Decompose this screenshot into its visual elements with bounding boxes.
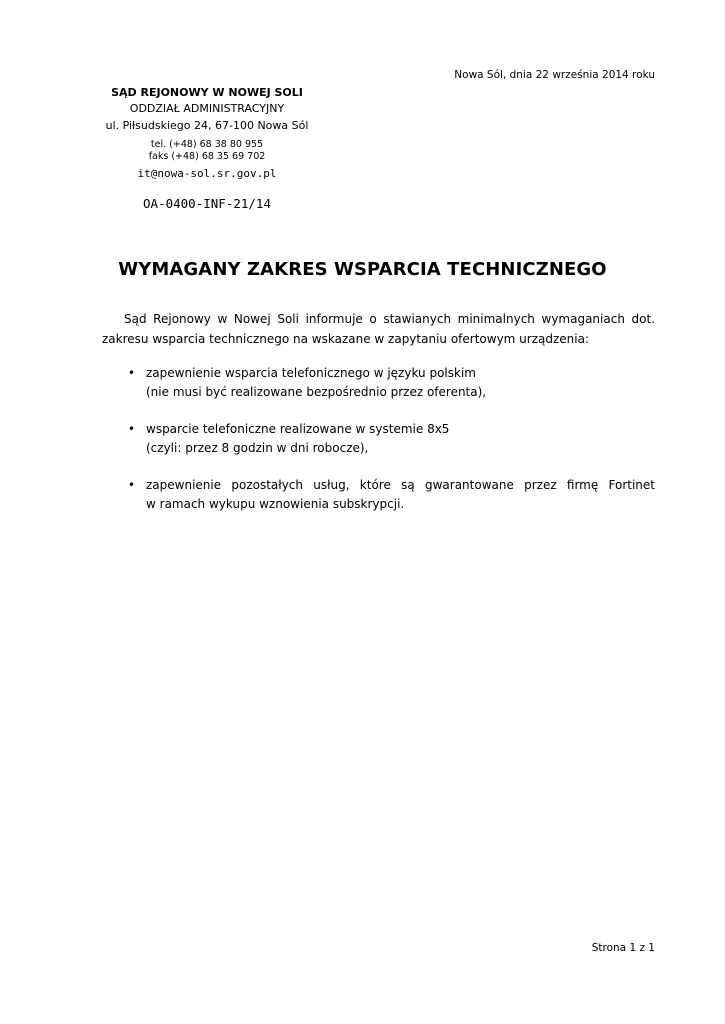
document-date: Nowa Sól, dnia 22 września 2014 roku <box>454 69 655 81</box>
document-title: WYMAGANY ZAKRES WSPARCIA TECHNICZNEGO <box>118 259 607 280</box>
department-name: ODDZIAŁ ADMINISTRACYJNY <box>129 102 285 115</box>
court-address: ul. Piłsudskiego 24, 67-100 Nowa Sól <box>105 119 309 132</box>
letterhead <box>102 85 312 212</box>
bullet-icon: • <box>128 478 136 492</box>
intro-paragraph: Sąd Rejonowy w Nowej Soli informuje o stawianych minimalnych wymaganiach dot. zakresu wsparcia technicznego na wskazane w zapytaniu ofertowym urządzenia: <box>102 312 655 346</box>
fax-number: faks (+48) 68 35 69 702 <box>148 151 266 162</box>
phone-number: tel. (+48) 68 38 80 955 <box>150 139 264 150</box>
list-item <box>102 420 655 458</box>
list-item-line: wsparcie telefoniczne realizowane w systemie 8x5 <box>146 422 450 436</box>
bullet-icon: • <box>128 366 136 380</box>
email-address: it@nowa-sol.sr.gov.pl <box>137 167 277 180</box>
list-item-line: zapewnienie pozostałych usług, które są gwarantowane przez firmę Fortinet <box>146 478 655 492</box>
list-item-line: w ramach wykupu wznowienia subskrypcji. <box>146 497 405 511</box>
list-item <box>102 476 655 514</box>
reference-number: OA-0400-INF-21/14 <box>143 196 271 211</box>
list-item-line: (nie musi być realizowane bezpośrednio przez oferenta), <box>146 385 487 399</box>
list-item-line: zapewnienie wsparcia telefonicznego w języku polskim <box>146 366 476 380</box>
bullet-icon: • <box>128 422 136 436</box>
requirements-list <box>102 364 655 532</box>
court-name: SĄD REJONOWY W NOWEJ SOLI <box>111 86 303 99</box>
page-number: Strona 1 z 1 <box>591 942 655 954</box>
list-item <box>102 364 655 402</box>
list-item-line: (czyli: przez 8 godzin w dni robocze), <box>146 441 369 455</box>
